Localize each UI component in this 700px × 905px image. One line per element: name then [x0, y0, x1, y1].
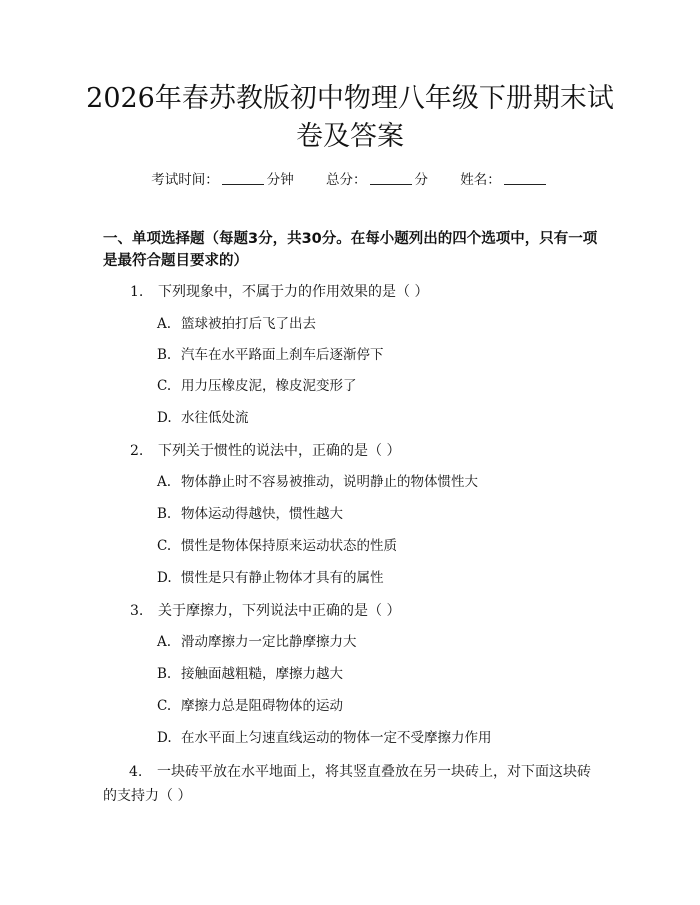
exam-time-label: 考试时间：: [151, 172, 219, 188]
option-text: 摩擦力总是阻碍物体的运动: [181, 698, 343, 714]
q2-option-a[interactable]: [157, 472, 478, 492]
question-text: 一块砖平放在水平地面上，将其竖直叠放在另一块砖上，对下面这块砖的支持力（ ）: [103, 764, 591, 804]
option-letter: D.: [157, 410, 172, 426]
question-number: 4.: [129, 764, 143, 780]
total-score-label: 总分：: [326, 172, 367, 188]
option-text: 惯性是只有静止物体才具有的属性: [181, 570, 384, 586]
option-letter: C.: [157, 538, 172, 554]
option-text: 物体运动得越快，惯性越大: [181, 506, 343, 522]
q1-option-d[interactable]: [157, 408, 249, 428]
exam-time-blank[interactable]: [222, 172, 264, 185]
question-number: 2.: [130, 443, 144, 459]
q2-option-c[interactable]: [157, 536, 397, 556]
question-text: 下列关于惯性的说法中，正确的是（ ）: [158, 443, 401, 459]
page-title: 2026年春苏教版初中物理八年级下册期末试卷及答案: [86, 83, 614, 152]
exam-info: [0, 168, 700, 188]
option-text: 接触面越粗糙，摩擦力越大: [181, 666, 343, 682]
q2-option-d[interactable]: [157, 568, 384, 588]
option-text: 篮球被拍打后飞了出去: [181, 316, 316, 332]
option-letter: C.: [157, 378, 172, 394]
option-text: 水往低处流: [181, 410, 249, 426]
question-4: [103, 760, 603, 808]
total-score-blank[interactable]: [370, 172, 412, 185]
q3-option-b[interactable]: [157, 664, 343, 684]
option-text: 物体静止时不容易被推动，说明静止的物体惯性大: [181, 474, 478, 490]
q3-option-d[interactable]: [157, 728, 492, 748]
student-name-field: [460, 168, 549, 188]
option-text: 滑动摩擦力一定比静摩擦力大: [181, 634, 357, 650]
question-text: 关于摩擦力，下列说法中正确的是（ ）: [158, 603, 401, 619]
q3-option-a[interactable]: [157, 632, 357, 652]
option-letter: B.: [157, 506, 172, 522]
option-letter: A.: [157, 316, 172, 332]
option-letter: B.: [157, 666, 172, 682]
total-score-unit: 分: [414, 172, 428, 188]
option-letter: B.: [157, 347, 172, 363]
option-text: 惯性是物体保持原来运动状态的性质: [181, 538, 397, 554]
option-letter: A.: [157, 634, 172, 650]
option-letter: D.: [157, 730, 172, 746]
question-number: 3.: [130, 603, 144, 619]
q1-option-a[interactable]: [157, 314, 316, 334]
q2-option-b[interactable]: [157, 504, 343, 524]
option-letter: C.: [157, 698, 172, 714]
student-name-blank[interactable]: [504, 172, 546, 185]
exam-time-unit: 分钟: [266, 172, 294, 188]
option-letter: A.: [157, 474, 172, 490]
total-score-field: [326, 168, 428, 188]
q1-option-c[interactable]: [157, 376, 357, 396]
question-number: 1.: [130, 284, 144, 300]
q3-option-c[interactable]: [157, 696, 343, 716]
section-heading: 一、单项选择题（每题3分，共30分。在每小题列出的四个选项中，只有一项是最符合题目要求的）: [103, 231, 598, 269]
option-text: 在水平面上匀速直线运动的物体一定不受摩擦力作用: [181, 730, 492, 746]
option-text: 汽车在水平路面上刹车后逐渐停下: [181, 347, 384, 363]
option-text: 用力压橡皮泥，橡皮泥变形了: [181, 378, 357, 394]
q1-option-b[interactable]: [157, 345, 384, 365]
student-name-label: 姓名：: [460, 172, 501, 188]
option-letter: D.: [157, 570, 172, 586]
exam-time-field: [151, 168, 294, 188]
question-text: 下列现象中，不属于力的作用效果的是（ ）: [158, 284, 429, 300]
